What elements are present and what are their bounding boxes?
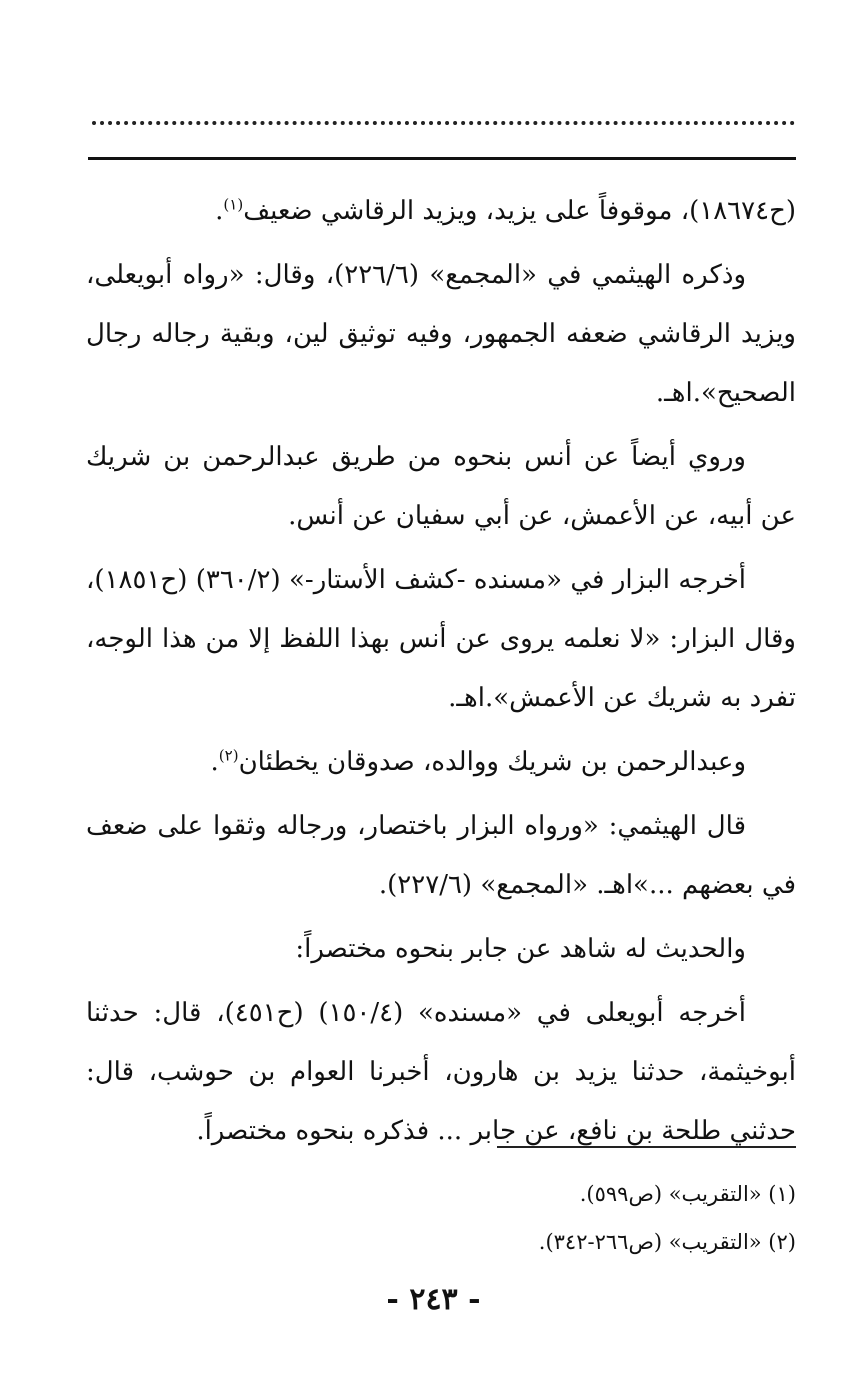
paragraph: وذكره الهيثمي في «المجمع» (٢٢٦/٦)، وقال: «رواه أبويعلى، ويزيد الرقاشي ضعفه الجمهور، وفيه توثيق لين، وبقية رجاله رجال الصحيح».اهـ.	[86, 260, 796, 408]
paragraph: والحديث له شاهد عن جابر بنحوه مختصراً:	[295, 934, 746, 964]
paragraph: قال الهيثمي: «ورواه البزار باختصار، ورجاله وثقوا على ضعف في بعضهم ...»اهـ. «المجمع» (٢٢٧/٦).	[86, 811, 796, 900]
footnote-ref-2[interactable]: (٢)	[218, 746, 239, 765]
dotted-separator	[92, 105, 795, 125]
paragraph: أخرجه أبويعلى في «مسنده» (١٥٠/٤) (ح٤٥١)، قال: حدثنا أبوخيثمة، حدثنا يزيد بن هارون، أخبرنا العوام بن حوشب، قال: حدثني طلحة بن نافع، عن جابر ... فذكره بنحوه مختصراً.	[86, 998, 796, 1146]
paragraph: أخرجه البزار في «مسنده -كشف الأستار-» (٣٦٠/٢) (ح١٨٥١)، وقال البزار: «لا نعلمه يروى عن أنس بهذا اللفظ إلا من هذا الوجه، تفرد به شريك عن الأعمش».اهـ.	[86, 565, 796, 713]
footnote-2: (٢) «التقريب» (ص٢٦٦-٣٤٢).	[538, 1230, 796, 1254]
footnotes	[86, 1170, 796, 1266]
page-number: - ٢٤٣ -	[386, 1282, 481, 1317]
paragraph: (ح١٨٦٧٤)، موقوفاً على يزيد، ويزيد الرقاشي ضعيف$^{(١)}$.	[215, 195, 796, 226]
footnote-rule	[497, 1146, 796, 1148]
header-rule	[88, 157, 796, 160]
paragraph: وروي أيضاً عن أنس بنحوه من طريق عبدالرحمن بن شريك عن أبيه، عن الأعمش، عن أبي سفيان عن أنس.	[86, 442, 796, 531]
footnote-ref-1[interactable]: (١)	[223, 195, 244, 214]
footnote-1: (١) «التقريب» (ص٥٩٩).	[579, 1182, 796, 1206]
main-text	[86, 182, 796, 1166]
paragraph: وعبدالرحمن بن شريك ووالده، صدوقان يخطئان$^{(٢)}$.	[210, 746, 746, 777]
